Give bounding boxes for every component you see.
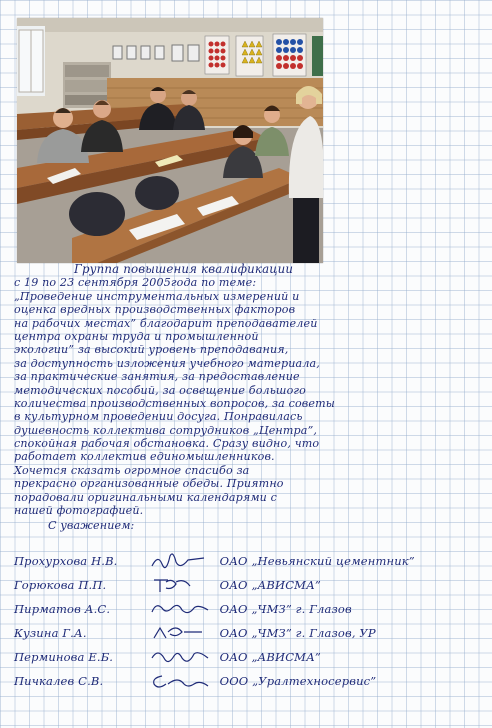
handwritten-letter bbox=[14, 262, 482, 688]
signer-organization: ОАО „Невьянский цементник” bbox=[219, 554, 415, 568]
letter-line: порадовали оригинальными календарями с bbox=[14, 490, 278, 504]
signer-organization: ОАО „ЧМЗ” г. Глазов, УР bbox=[219, 626, 376, 640]
signature-scribble-icon bbox=[148, 672, 212, 690]
classroom-photo-illustration bbox=[17, 18, 323, 263]
signature-scribble-icon bbox=[148, 624, 212, 642]
signer-name: Кузина Г.А. bbox=[14, 626, 87, 640]
letter-line: спокойная рабочая обстановка. Сразу видно, что bbox=[14, 437, 320, 451]
letter-line: нашей фотографией. bbox=[14, 504, 144, 518]
signer-name: Горюкова П.П. bbox=[14, 578, 107, 592]
letter-line: за практические занятия, за предоставление bbox=[14, 370, 300, 384]
letter-line: количества производственных вопросов, за советы bbox=[14, 396, 335, 410]
letter-line: прекрасно организованные обеды. Приятно bbox=[14, 477, 284, 491]
letter-line: оценка вредных производственных факторов bbox=[14, 303, 296, 317]
signature-scribble-icon bbox=[148, 648, 212, 666]
classroom-photo bbox=[17, 18, 323, 263]
signature-scribble-icon bbox=[148, 600, 212, 618]
signature-row bbox=[14, 597, 492, 619]
signer-organization: ОАО „АВИСМА” bbox=[219, 650, 321, 664]
letter-line: в культурном проведении досуга. Понравилась bbox=[14, 410, 303, 424]
letter-closing: С уважением: bbox=[48, 519, 135, 533]
signature-scribble-icon bbox=[148, 576, 212, 594]
signature-row bbox=[14, 549, 492, 571]
signer-name: Прохурхова Н.В. bbox=[14, 554, 118, 568]
letter-line: методических пособий, за освещение большого bbox=[14, 383, 306, 397]
signature-row bbox=[14, 621, 492, 643]
letter-line: экологии” за высокий уровень преподавания, bbox=[14, 343, 289, 357]
letter-line: душевность коллектива сотрудников „Центра”, bbox=[14, 423, 318, 437]
signer-name: Пичкалев С.В. bbox=[14, 674, 104, 688]
letter-line: центра охраны труда и промышленной bbox=[14, 329, 259, 343]
signature-row bbox=[14, 645, 492, 667]
signer-organization: ОАО „ЧМЗ” г. Глазов bbox=[219, 602, 352, 616]
signature-row bbox=[14, 669, 492, 691]
letter-line: Хочется сказать огромное спасибо за bbox=[14, 463, 250, 477]
letter-line: на рабочих местах” благодарит преподавателей bbox=[14, 316, 318, 330]
letter-line: с 19 по 23 сентября 2005года по теме: bbox=[14, 276, 257, 290]
signature-scribble-icon bbox=[148, 552, 212, 570]
letter-line: за доступность изложения учебного материала, bbox=[14, 356, 320, 370]
signer-organization: ООО „Уралтехносервис” bbox=[219, 674, 377, 688]
letter-line: „Проведение инструментальных измерений и bbox=[14, 289, 300, 303]
signer-name: Перминова Е.Б. bbox=[14, 650, 114, 664]
signer-organization: ОАО „АВИСМА” bbox=[219, 578, 321, 592]
letter-title: Группа повышения квалификации bbox=[74, 262, 294, 276]
signer-name: Пирматов А.С. bbox=[14, 602, 111, 616]
signature-row bbox=[14, 573, 492, 595]
letter-line: работает коллектив единомышленников. bbox=[14, 450, 275, 464]
